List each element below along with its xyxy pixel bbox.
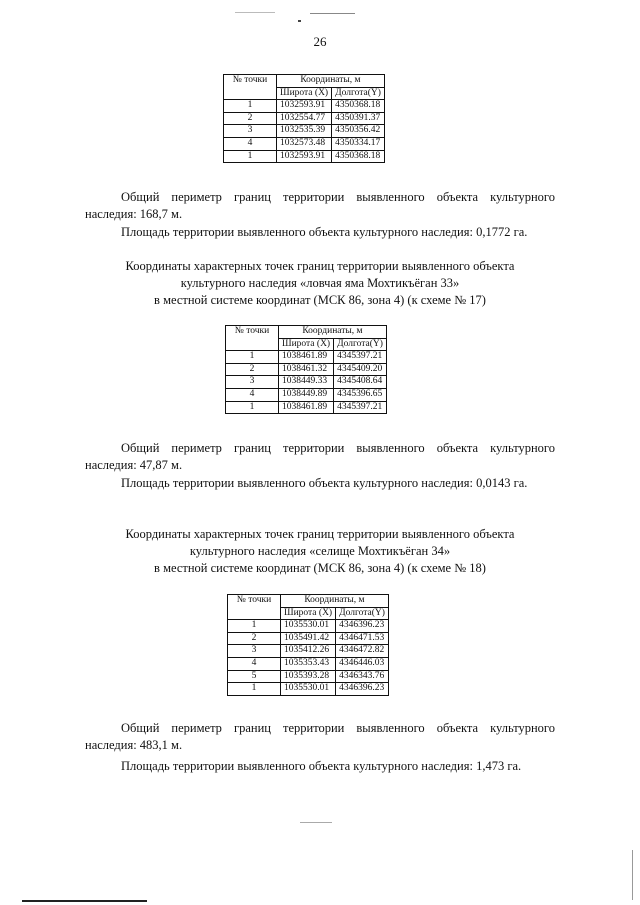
column-header-longitude: Долгота(Y) [334, 338, 387, 351]
table-row [224, 137, 385, 150]
cell-latitude: 1035412.26 [281, 645, 336, 658]
cell-longitude: 4350368.18 [332, 100, 385, 113]
table-row [226, 351, 387, 364]
cell-point: 2 [224, 112, 277, 125]
cell-point: 4 [224, 137, 277, 150]
table-row [224, 100, 385, 113]
section-heading-system: в местной системе координат (МСК 86, зона 4) (к схеме № 17) [154, 293, 486, 307]
scan-artifact-right-edge [632, 850, 633, 900]
perimeter-text: Общий периметр границ территории выявленного объекта культурного наследия: 483,1 м. [85, 721, 555, 752]
cell-longitude: 4346471.53 [336, 632, 389, 645]
scan-artifact-top [310, 13, 355, 14]
cell-latitude: 1038461.89 [279, 351, 334, 364]
cell-latitude: 1032593.91 [277, 100, 332, 113]
table-header-row [228, 595, 389, 608]
coordinates-table [225, 325, 387, 414]
cell-point: 1 [228, 683, 281, 696]
table-row [228, 632, 389, 645]
perimeter-text: Общий периметр границ территории выявленного объекта культурного наследия: 168,7 м. [85, 190, 555, 221]
perimeter-text: Общий периметр границ территории выявленного объекта культурного наследия: 47,87 м. [85, 441, 555, 472]
cell-longitude: 4346472.82 [336, 645, 389, 658]
cell-longitude: 4350356.42 [332, 125, 385, 138]
table-header-row [226, 326, 387, 339]
table-row [224, 150, 385, 163]
section-heading: Координаты характерных точек границ территории выявленного объекта [125, 259, 515, 273]
scan-artifact-dot [298, 20, 301, 22]
cell-longitude: 4350368.18 [332, 150, 385, 163]
cell-latitude: 1035393.28 [281, 670, 336, 683]
cell-longitude: 4346343.76 [336, 670, 389, 683]
cell-point: 1 [228, 620, 281, 633]
cell-longitude: 4346396.23 [336, 620, 389, 633]
table-row [224, 112, 385, 125]
cell-point: 3 [226, 376, 279, 389]
area-text: Площадь территории выявленного объекта культурного наследия: 1,473 га. [121, 759, 522, 773]
area-text: Площадь территории выявленного объекта культурного наследия: 0,1772 га. [121, 225, 528, 239]
column-header-latitude: Широта (X) [277, 87, 332, 100]
section-heading-object: культурного наследия «селище Мохтикъёган 34» [189, 544, 451, 558]
cell-latitude: 1038461.89 [279, 401, 334, 414]
cell-point: 1 [226, 401, 279, 414]
cell-longitude: 4350391.37 [332, 112, 385, 125]
cell-longitude: 4345408.64 [334, 376, 387, 389]
table-header-row [224, 75, 385, 88]
section-heading: Координаты характерных точек границ территории выявленного объекта [125, 527, 515, 541]
scan-artifact-footer-line [22, 900, 147, 902]
table-row [226, 401, 387, 414]
table-row [224, 125, 385, 138]
cell-point: 1 [226, 351, 279, 364]
cell-point: 2 [228, 632, 281, 645]
cell-longitude: 4345409.20 [334, 363, 387, 376]
section-heading-object: культурного наследия «ловчая яма Мохтикъёган 33» [180, 276, 460, 290]
table-row [228, 645, 389, 658]
column-header-latitude: Широта (X) [279, 338, 334, 351]
cell-point: 3 [224, 125, 277, 138]
cell-point: 4 [226, 388, 279, 401]
column-header-point: № точки [228, 595, 281, 620]
cell-latitude: 1032554.77 [277, 112, 332, 125]
cell-point: 1 [224, 150, 277, 163]
cell-latitude: 1032535.39 [277, 125, 332, 138]
cell-latitude: 1032573.48 [277, 137, 332, 150]
cell-latitude: 1035530.01 [281, 620, 336, 633]
cell-longitude: 4346446.03 [336, 657, 389, 670]
table-row [226, 388, 387, 401]
cell-longitude: 4345396.65 [334, 388, 387, 401]
cell-latitude: 1035353.43 [281, 657, 336, 670]
coordinates-table [227, 594, 389, 696]
column-header-latitude: Широта (X) [281, 607, 336, 620]
cell-point: 2 [226, 363, 279, 376]
column-header-coordinates: Координаты, м [277, 75, 385, 88]
column-header-coordinates: Координаты, м [279, 326, 387, 339]
cell-point: 3 [228, 645, 281, 658]
table-row [228, 670, 389, 683]
cell-latitude: 1035530.01 [281, 683, 336, 696]
cell-latitude: 1035491.42 [281, 632, 336, 645]
page-number: 26 [313, 34, 327, 49]
cell-longitude: 4346396.23 [336, 683, 389, 696]
cell-longitude: 4345397.21 [334, 401, 387, 414]
cell-latitude: 1032593.91 [277, 150, 332, 163]
column-header-point: № точки [226, 326, 279, 351]
column-header-coordinates: Координаты, м [281, 595, 389, 608]
column-header-point: № точки [224, 75, 277, 100]
table-row [226, 363, 387, 376]
table-row [228, 657, 389, 670]
area-text: Площадь территории выявленного объекта культурного наследия: 0,0143 га. [121, 476, 528, 490]
coordinates-table [223, 74, 385, 163]
table-row [226, 376, 387, 389]
scan-artifact-top [235, 12, 275, 13]
cell-point: 5 [228, 670, 281, 683]
column-header-longitude: Долгота(Y) [336, 607, 389, 620]
cell-latitude: 1038461.32 [279, 363, 334, 376]
section-heading-system: в местной системе координат (МСК 86, зона 4) (к схеме № 18) [154, 561, 486, 575]
cell-latitude: 1038449.33 [279, 376, 334, 389]
table-row [228, 620, 389, 633]
cell-point: 1 [224, 100, 277, 113]
scan-artifact-bottom [300, 822, 332, 823]
cell-point: 4 [228, 657, 281, 670]
column-header-longitude: Долгота(Y) [332, 87, 385, 100]
cell-longitude: 4350334.17 [332, 137, 385, 150]
cell-longitude: 4345397.21 [334, 351, 387, 364]
table-row [228, 683, 389, 696]
cell-latitude: 1038449.89 [279, 388, 334, 401]
